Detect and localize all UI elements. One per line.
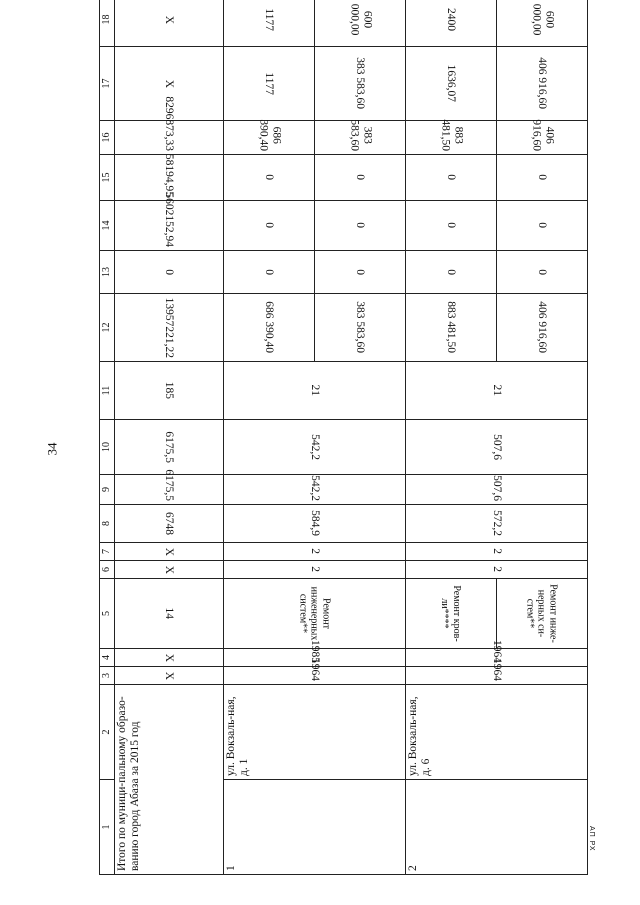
header-cell: 14 [100,201,115,251]
cell: 6748 [115,505,224,543]
cell: 2400 [406,0,497,47]
cell: 0 [224,155,315,201]
cell: 5602152,94 [115,201,224,251]
cell: 507,6 [406,420,588,475]
header-cell: 4 [100,649,115,667]
cell: 584,9 [224,505,406,543]
cell: Х [115,561,224,579]
cell: 1985 [224,649,406,667]
cell: Ремонт инженерных систем** [224,579,406,649]
cell: Ремонт инже-нерных си-стем** [497,579,588,649]
cell: 58194,95 [115,155,224,201]
header-cell: 10 [100,420,115,475]
cell: 572,2 [406,505,588,543]
cell: 0 [224,251,315,294]
cell: 600 000,00 [497,0,588,47]
cell: Х [115,543,224,561]
cell: 383 583,60 [315,47,406,121]
cell: 21 [224,362,406,420]
header-cell: 18 [100,0,115,47]
cell: 542,2 [224,420,406,475]
cell: 6175,5 [115,420,224,475]
cell: 0 [497,155,588,201]
header-cell: 15 [100,155,115,201]
cell: 1636,07 [406,47,497,121]
cell: 8296873,33 [115,121,224,155]
cell: 13957221,22 [115,294,224,362]
repair-plan-table [99,0,588,875]
cell: Ремонт кров-ли**** [406,579,497,649]
cell: 383 583,60 [315,294,406,362]
cell: 0 [406,251,497,294]
house2-address: ул. Вокзаль-ная, д. 6 [406,685,588,780]
cell: 542,2 [224,475,406,505]
cell: Х [115,649,224,667]
header-row [100,0,115,875]
cell: 0 [406,155,497,201]
house1-num: 1 [224,780,406,875]
house2-num: 2 [406,780,588,875]
cell: 2 [406,561,588,579]
header-cell: 9 [100,475,115,505]
header-cell: 7 [100,543,115,561]
page-number: 34 [44,442,60,456]
header-cell: 1 [100,780,115,875]
cell: Х [115,0,224,47]
rotated-table-wrapper [99,3,586,875]
cell: 0 [497,251,588,294]
house1-row-a [224,0,315,875]
cell: 406 916,60 [497,47,588,121]
cell: 0 [115,251,224,294]
cell: 2 [224,561,406,579]
cell: 21 [406,362,588,420]
cell: 14 [115,579,224,649]
house2-row-a [406,0,497,875]
cell: 883 481,50 [406,294,497,362]
total-label: Итого по муници-пальному образо-ванию город Абаза за 2015 год [115,685,224,875]
cell: 0 [315,251,406,294]
cell: 686 390,40 [224,121,315,155]
cell: 185 [115,362,224,420]
cell: 507,6 [406,475,588,505]
header-cell: 2 [100,685,115,780]
cell: 406 916,60 [497,121,588,155]
cell: 1964 [224,667,406,685]
cell: Х [115,667,224,685]
header-cell: 17 [100,47,115,121]
cell: 6175,5 [115,475,224,505]
header-cell: 3 [100,667,115,685]
cell: 406 916,60 [497,294,588,362]
header-cell: 12 [100,294,115,362]
cell: 1177 [224,47,315,121]
cell: 0 [315,201,406,251]
header-cell: 16 [100,121,115,155]
footer-mark: АП РХ [588,826,595,852]
header-cell: 5 [100,579,115,649]
cell: 2 [224,543,406,561]
cell: 383 583,60 [315,121,406,155]
cell: 883 481,50 [406,121,497,155]
cell: 0 [497,201,588,251]
cell: 686 390,40 [224,294,315,362]
cell: 1964 [406,667,588,685]
cell: 1177 [224,0,315,47]
cell: 1964 [406,649,588,667]
header-cell: 6 [100,561,115,579]
header-cell: 8 [100,505,115,543]
header-cell: 13 [100,251,115,294]
cell: 600 000,00 [315,0,406,47]
cell: 0 [406,201,497,251]
total-row [115,0,224,875]
cell: 0 [315,155,406,201]
cell: 2 [406,543,588,561]
table-inner [99,3,586,875]
cell: 0 [224,201,315,251]
cell: Х [115,47,224,121]
house1-address: ул. Вокзаль-ная, д. 1 [224,685,406,780]
header-cell: 11 [100,362,115,420]
